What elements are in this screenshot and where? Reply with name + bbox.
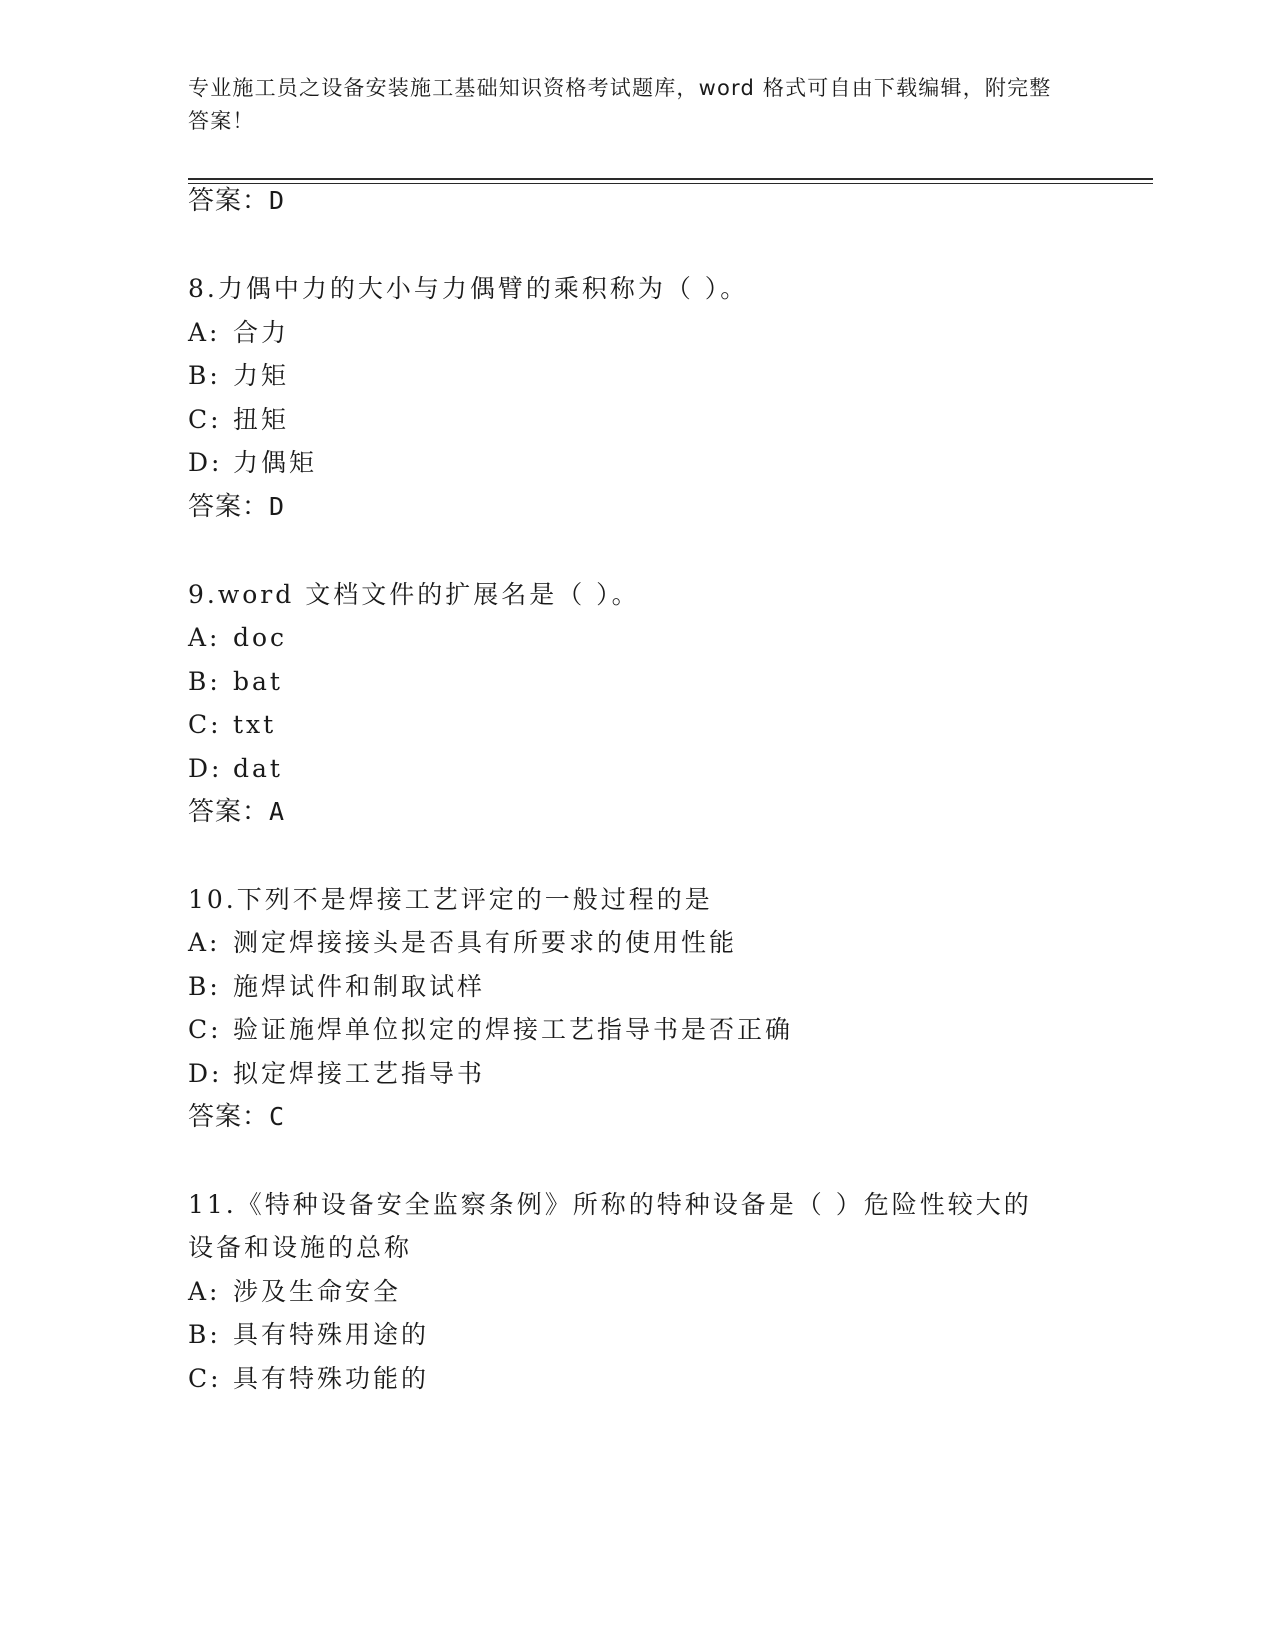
option-a	[188, 621, 287, 655]
option-text: 涉及生命安全	[233, 1277, 402, 1306]
answer-line	[188, 1100, 285, 1134]
option-letter: C:	[188, 405, 222, 434]
answer-value: D	[269, 492, 286, 521]
option-d	[188, 752, 283, 786]
option-b	[188, 665, 283, 699]
answer-label: 答案：	[188, 492, 270, 522]
question-stem: 10.下列不是焊接工艺评定的一般过程的是	[188, 885, 713, 914]
option-letter: B:	[188, 361, 221, 390]
question-stem: 11.《特种设备安全监察条例》所称的特种设备是（ ）危险性较大的	[188, 1190, 1032, 1219]
option-c	[188, 1013, 793, 1047]
question-stem: 9.word 文档文件的扩展名是（ ）。	[188, 580, 640, 609]
option-text: txt	[233, 710, 277, 739]
option-b	[188, 1318, 429, 1352]
option-letter: A:	[188, 1277, 221, 1306]
option-letter: B:	[188, 972, 221, 1001]
answer-line	[188, 490, 285, 524]
option-text: 扭矩	[233, 405, 290, 434]
option-text: 测定焊接接头是否具有所要求的使用性能	[233, 928, 738, 957]
option-letter: D:	[188, 754, 223, 783]
option-letter: A:	[188, 318, 221, 347]
option-text: doc	[233, 623, 288, 652]
option-text: 拟定焊接工艺指导书	[233, 1059, 486, 1088]
option-letter: B:	[188, 667, 221, 696]
option-letter: C:	[188, 1015, 222, 1044]
answer-line	[188, 184, 285, 218]
document-page	[188, 0, 1153, 1650]
option-letter: A:	[188, 928, 221, 957]
document-header: 专业施工员之设备安装施工基础知识资格考试题库，word 格式可自由下载编辑，附完整答案！	[188, 76, 1052, 133]
option-text: 具有特殊功能的	[233, 1364, 430, 1393]
answer-value: A	[269, 797, 286, 826]
option-b	[188, 970, 485, 1004]
option-text: dat	[233, 754, 283, 783]
option-a	[188, 316, 289, 350]
option-text: 合力	[233, 318, 290, 347]
option-c	[188, 1362, 429, 1396]
option-letter: D:	[188, 1059, 223, 1088]
question-stem-continued: 设备和设施的总称	[188, 1233, 413, 1262]
option-letter: D:	[188, 448, 223, 477]
option-text: 力矩	[233, 361, 290, 390]
option-text: 施焊试件和制取试样	[233, 972, 486, 1001]
answer-value: C	[269, 1102, 286, 1131]
option-text: 验证施焊单位拟定的焊接工艺指导书是否正确	[233, 1015, 794, 1044]
option-b	[188, 359, 289, 393]
option-letter: B:	[188, 1320, 221, 1349]
option-letter: C:	[188, 1364, 222, 1393]
option-a	[188, 1275, 401, 1309]
option-d	[188, 446, 317, 480]
option-letter: A:	[188, 623, 221, 652]
option-text: 具有特殊用途的	[233, 1320, 430, 1349]
option-letter: C:	[188, 710, 222, 739]
option-a	[188, 926, 737, 960]
answer-label: 答案：	[188, 186, 270, 216]
option-c	[188, 708, 276, 742]
answer-value: D	[269, 186, 286, 215]
option-d	[188, 1057, 485, 1091]
question-stem: 8.力偶中力的大小与力偶臂的乘积称为（ ）。	[188, 274, 749, 303]
option-text: bat	[233, 667, 283, 696]
answer-label: 答案：	[188, 1102, 270, 1132]
header-divider	[188, 178, 1153, 180]
answer-label: 答案：	[188, 797, 270, 827]
answer-line	[188, 795, 285, 829]
option-text: 力偶矩	[233, 448, 318, 477]
header-divider-thin	[188, 183, 1153, 184]
option-c	[188, 403, 289, 437]
